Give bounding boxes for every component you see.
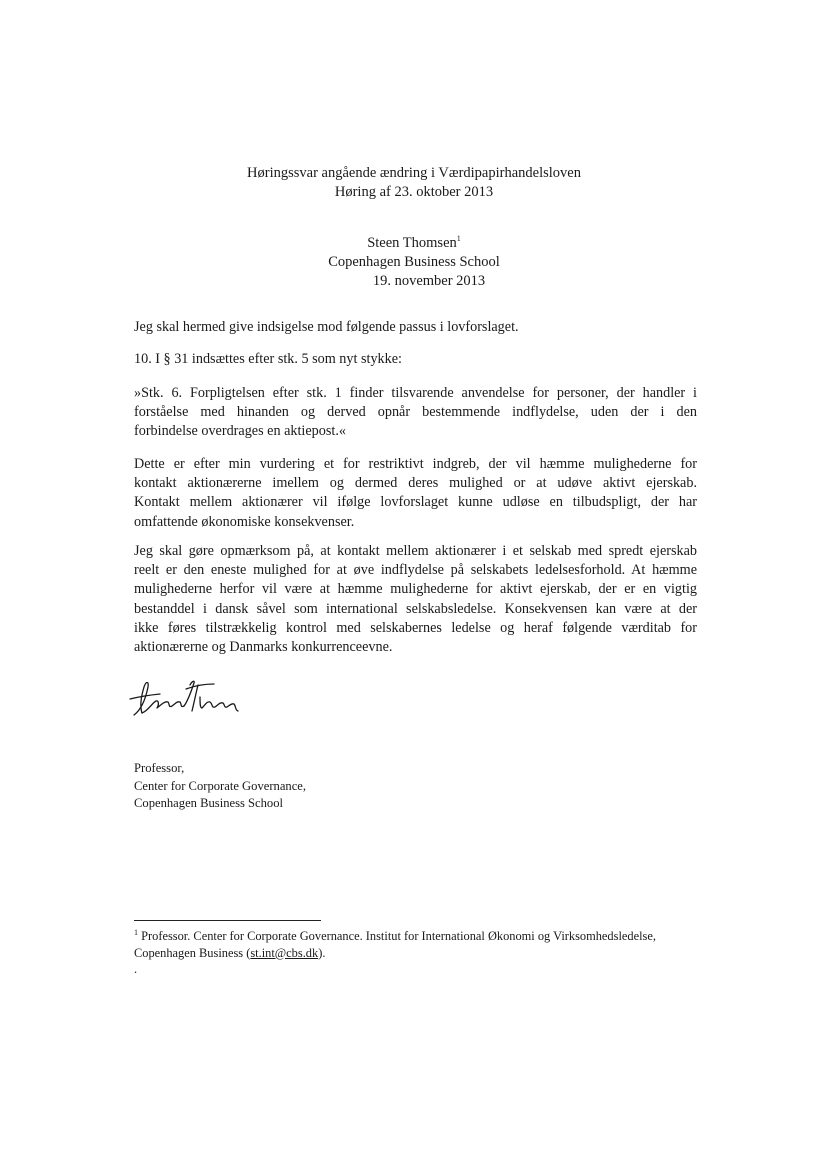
quote-line: forbindelse overdrages en aktiepost.« [134, 423, 346, 440]
footnote-closing: ). [318, 945, 326, 960]
author-block [0, 234, 828, 291]
paragraph-line: Jeg skal gøre opmærksom på, at kontakt mellem aktionærer i et selskab med spredt ejerskab [134, 543, 697, 559]
signatory-center: Center for Corporate Governance, [134, 778, 307, 793]
signature-block [134, 760, 306, 813]
paragraph-line: mulighederne herfor vil være at hæmme mulighederne for aktivt ejerskab, der er en vigtig [134, 581, 697, 598]
footnote [134, 928, 704, 978]
quote-line: »Stk. 6. Forpligtelsen efter stk. 1 finder tilsvarende anvendelse for personer, der handler i [134, 385, 697, 401]
paragraph-line: bestanddel i dansk såvel som international selskabsledelse. Konsekvensen kan være at der [134, 600, 697, 617]
paragraph-line: reelt er den eneste mulighed for at øve indflydelse på selskabets ledelsesforhold. At hæmme [134, 562, 697, 579]
argument-paragraph-1 [134, 455, 697, 532]
footnote-affiliation: Copenhagen Business ( [134, 945, 251, 960]
quote-line: forståelse med hinanden og derved opnår bestemmende indflydelse, uden der i den [134, 404, 697, 421]
paragraph-line: aktionærerne og Danmarks konkurrenceevne. [134, 639, 393, 656]
quoted-provision [134, 384, 697, 442]
author-name: Steen Thomsen [367, 235, 457, 251]
footnote-line-1 [134, 928, 704, 945]
paragraph-line: Dette er efter min vurdering et for restriktivt indgreb, der vil hæmme mulighederne for [134, 456, 697, 472]
footnote-mark: 1 [134, 927, 138, 937]
argument-paragraph-2 [134, 542, 697, 657]
email-link[interactable]: st.int@cbs.dk [250, 945, 319, 960]
signatory-school: Copenhagen Business School [134, 796, 284, 810]
paragraph-line: omfattende økonomiske konsekvenser. [134, 513, 355, 530]
paragraph-line: Kontakt mellem aktionærer vil ifølge lovforslaget kunne udløse en tilbudspligt, der har [134, 494, 697, 511]
paragraph-line: kontakt aktionærerne imellem og dermed deres mulighed or at udøve aktivt ejerskab. [134, 475, 697, 492]
author-line [0, 234, 828, 253]
signatory-title: Professor, [134, 761, 185, 775]
document-header [0, 164, 828, 202]
paragraph-line: ikke føres tilstrækkelig kontrol med selskabernes ledelse og heraf følgende værditab for [134, 619, 697, 636]
footnote-line-2 [134, 945, 704, 962]
section-reference: 10. I § 31 indsættes efter stk. 5 som nyt stykke: [134, 351, 402, 367]
footnote-trailing-mark: . [134, 962, 138, 976]
footnote-text: Professor. Center for Corporate Governance. Institut for International Økonomi og Virksomhedsledelse, [141, 929, 656, 943]
intro-paragraph: Jeg skal hermed give indsigelse mod følgende passus i lovforslaget. [134, 319, 519, 335]
document-date: 19. november 2013 [372, 273, 486, 289]
handwritten-signature [128, 675, 248, 723]
footnote-separator [134, 920, 321, 921]
document-title: Høringssvar angående ændring i Værdipapirhandelsloven [247, 165, 581, 181]
footnote-ref: 1 [456, 234, 461, 244]
hearing-date: Høring af 23. oktober 2013 [334, 184, 494, 200]
author-institution: Copenhagen Business School [328, 254, 500, 270]
